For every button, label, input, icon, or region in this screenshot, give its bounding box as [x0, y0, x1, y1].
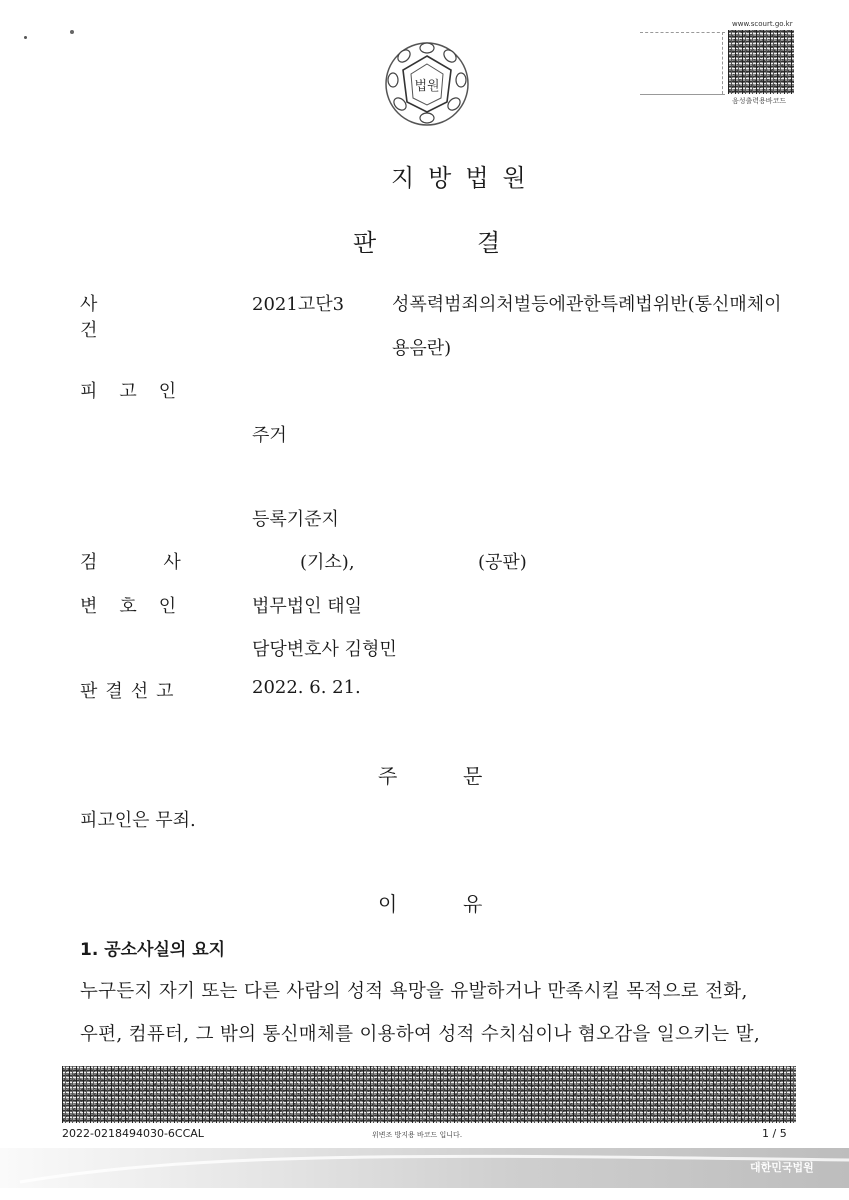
reasons-heading-part1: 이: [378, 892, 398, 916]
sentencing-label: 판결선고: [80, 681, 182, 702]
case-name-line2: 용음란): [392, 338, 452, 359]
watermark-text: 대한민국법원: [750, 1161, 814, 1174]
barcode-frame-line: [722, 32, 723, 94]
barcode-caption: 음성출력용바코드: [732, 97, 787, 105]
case-label: [80, 290, 180, 342]
voice-barcode-block: [640, 20, 795, 112]
counsel-attorney: 담당변호사 김형민: [252, 639, 397, 660]
court-url: www.scourt.go.kr: [732, 20, 793, 28]
prosecutor-label: 검사: [80, 552, 247, 573]
page-number: 1 / 5: [762, 1127, 787, 1140]
scan-speck: [70, 30, 74, 34]
case-number: 2021고단3: [252, 294, 345, 315]
reasons-heading-part2: 유: [463, 892, 483, 916]
counsel-firm: 법무법인 태일: [252, 596, 363, 617]
court-seal: [383, 40, 471, 128]
watermark-swoosh: [0, 1148, 849, 1188]
scan-speck: [24, 36, 27, 39]
document-id: 2022-0218494030-6CCAL: [62, 1127, 204, 1140]
reasons-paragraph-line2: 우편, 컴퓨터, 그 밖의 통신매체를 이용하여 성적 수치심이나 혐오감을 일으키는 말,: [80, 1024, 760, 1045]
barcode-frame-line: [640, 94, 725, 95]
sentencing-date: 2022. 6. 21.: [252, 677, 361, 698]
anti-forgery-barcode: [62, 1066, 796, 1123]
prosecutor-trial: (공판): [478, 552, 527, 573]
defendant-registry-label: 등록기준지: [252, 509, 339, 530]
barcode-notice: 위변조 방지용 바코드 입니다.: [372, 1131, 463, 1139]
reasons-paragraph-line1: 누구든지 자기 또는 다른 사람의 성적 욕망을 유발하거나 만족시킬 목적으로 전화,: [80, 981, 748, 1002]
ruling-heading-part2: 문: [463, 764, 483, 788]
document-title-part2: 결: [477, 229, 501, 257]
case-label-text: 사건: [80, 294, 164, 341]
defendant-label: 피고인: [80, 381, 199, 402]
defendant-address-label: 주거: [252, 425, 287, 446]
barcode-frame-line: [640, 32, 725, 33]
document-title-part1: 판: [353, 229, 377, 257]
reasons-subheading: 1. 공소사실의 요지: [80, 940, 226, 960]
counsel-label: 변호인: [80, 596, 199, 617]
footer-watermark-band: [0, 1148, 849, 1188]
case-name-line1: 성폭력범죄의처벌등에관한특례법위반(통신매체이: [392, 294, 782, 315]
court-name: 지방법원: [391, 164, 540, 192]
voice-output-barcode: [728, 30, 794, 94]
prosecutor-indictment: (기소),: [300, 552, 355, 573]
ruling-text: 피고인은 무죄.: [80, 810, 196, 831]
seal-text: 법원: [414, 79, 440, 94]
ruling-heading-part1: 주: [378, 764, 398, 788]
